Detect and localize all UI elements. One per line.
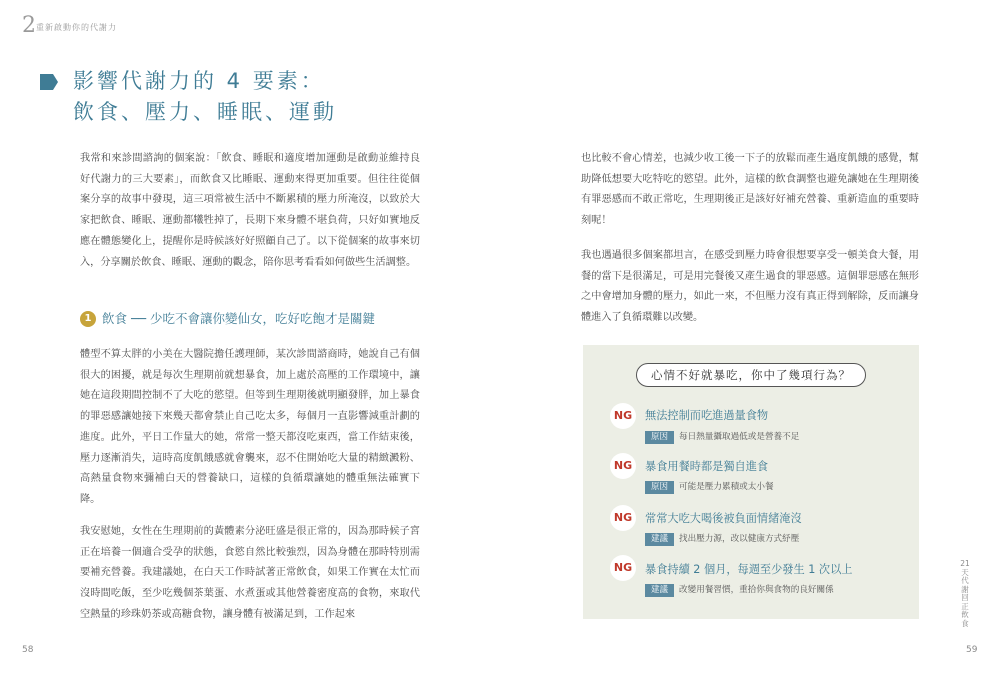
section-heading: 飲食 ── 少吃不會讓你變仙女，吃好吃飽才是關鍵 [102, 311, 375, 326]
chapter-number: 2 [22, 13, 36, 38]
ng-mark: NG [610, 453, 636, 479]
ng-item-text: 常常大吃大喝後被負面情緒淹沒 [645, 512, 802, 525]
body-paragraph-3: 我安慰她，女性在生理期前的黃體素分泌旺盛是很正常的，因為那時候子宮正在培養一個適合受孕的狀態，食慾自然比較強烈，因為身體在那時特別需要補充營養。我建議她，在白天工作時試著正常飲食，如果工作實在太忙而沒時間吃飯，至少吃幾個茶葉蛋、水煮蛋或其他營養密度高的食物，來取代空熱量的珍珠奶茶或高糖食物，讓身體有被滿足到，工作起來 [80, 526, 420, 620]
reason-tag: 原因 [645, 481, 674, 494]
ng-mark: NG [610, 555, 636, 581]
suggestion-tag: 建議 [645, 533, 674, 546]
reason-text: 可能是壓力累積或太小餐 [679, 482, 774, 492]
ng-mark: NG [610, 505, 636, 531]
intro-paragraph: 我常和來診間諮詢的個案說：「飲食、睡眠和適度增加運動是啟動並維持良好代謝力的三大要素」，而飲食又比睡眠、運動來得更加重要。但往往從個案分享的故事中發現，這三項常被生活中不斷累積的壓力所淹沒，以致於大家把飲食、睡眠、運動都犧牲掉了，長期下來身體不堪負荷，只好如實地反應在體態變化上，提醒你是時候該好好照顧自己了。以下從個案的故事來切入，分享關於飲食、睡眠、運動的觀念，陪你思考看看如何做些生活調整。 [80, 153, 420, 268]
suggestion-text: 找出壓力源，改以健康方式紓壓 [679, 534, 800, 544]
page-title-line-1: 影響代謝力的 4 要素： [73, 69, 325, 93]
reason-tag: 原因 [645, 431, 674, 444]
body-paragraph-2: 體型不算太胖的小美在大醫院擔任護理師，某次診間諮商時，她說自己有個很大的困擾，就是每次生理期前就想暴食，加上處於高壓的工作環境中，讓她在這段期間控制不了大吃的慾望。但等到生理期後就明顯發胖，加上暴食的罪惡感讓她接下來幾天都會禁止自己吃太多，每個月一直影響減重計劃的進度。此外，平日工作量大的她，常常一整天都沒吃東西，當工作結束後，壓力逐漸消失，這時高度飢餓感就會襲來，忍不住開始吃大量的精緻澱粉、高熱量食物來彌補白天的營養缺口，這樣的負循環讓她的體重無法確實下降。 [80, 349, 420, 505]
suggestion-text: 改變用餐習慣，重拾你與食物的良好關係 [679, 585, 834, 595]
ng-item-text: 暴食用餐時都是獨自進食 [645, 460, 769, 473]
page-title-line-2: 飲食、壓力、睡眠、運動 [73, 100, 337, 124]
chapter-title: 重新啟動你的代謝力 [36, 23, 117, 32]
section-number-badge: 1 [80, 311, 96, 327]
checklist-title: 心情不好就暴吃，你中了幾項行為？ [636, 363, 866, 387]
book-side-title: 21天代謝回正飲食 [960, 559, 970, 628]
ng-mark: NG [610, 403, 636, 429]
suggestion-tag: 建議 [645, 584, 674, 597]
left-page-number: 58 [22, 645, 34, 655]
ng-item-text: 暴食持續 2 個月，每週至少發生 1 次以上 [645, 563, 853, 576]
reason-text: 每日熱量攝取過低或是營養不足 [679, 432, 800, 442]
right-page-number: 59 [966, 645, 978, 655]
right-paragraph-1: 也比較不會心情差，也減少收工後一下子的放鬆而產生過度飢餓的感覺，幫助降低想要大吃特吃的慾望。此外，這樣的飲食調整也避免讓她在生理期後有罪惡感而不敢正常吃，生理期後正是該好好補充營養、重新造血的重要時刻呢！ [581, 153, 919, 227]
title-arrow-icon [40, 74, 58, 90]
right-paragraph-2: 我也遇過很多個案都坦言，在感受到壓力時會很想要享受一頓美食大餐，用餐的當下是很滿足，可是用完餐後又產生過食的罪惡感。這個罪惡感在無形之中會增加身體的壓力，如此一來，不但壓力沒有真正得到解除，反而讓身體進入了負循環難以改變。 [581, 250, 919, 324]
ng-item-text: 無法控制而吃進過量食物 [645, 409, 769, 422]
